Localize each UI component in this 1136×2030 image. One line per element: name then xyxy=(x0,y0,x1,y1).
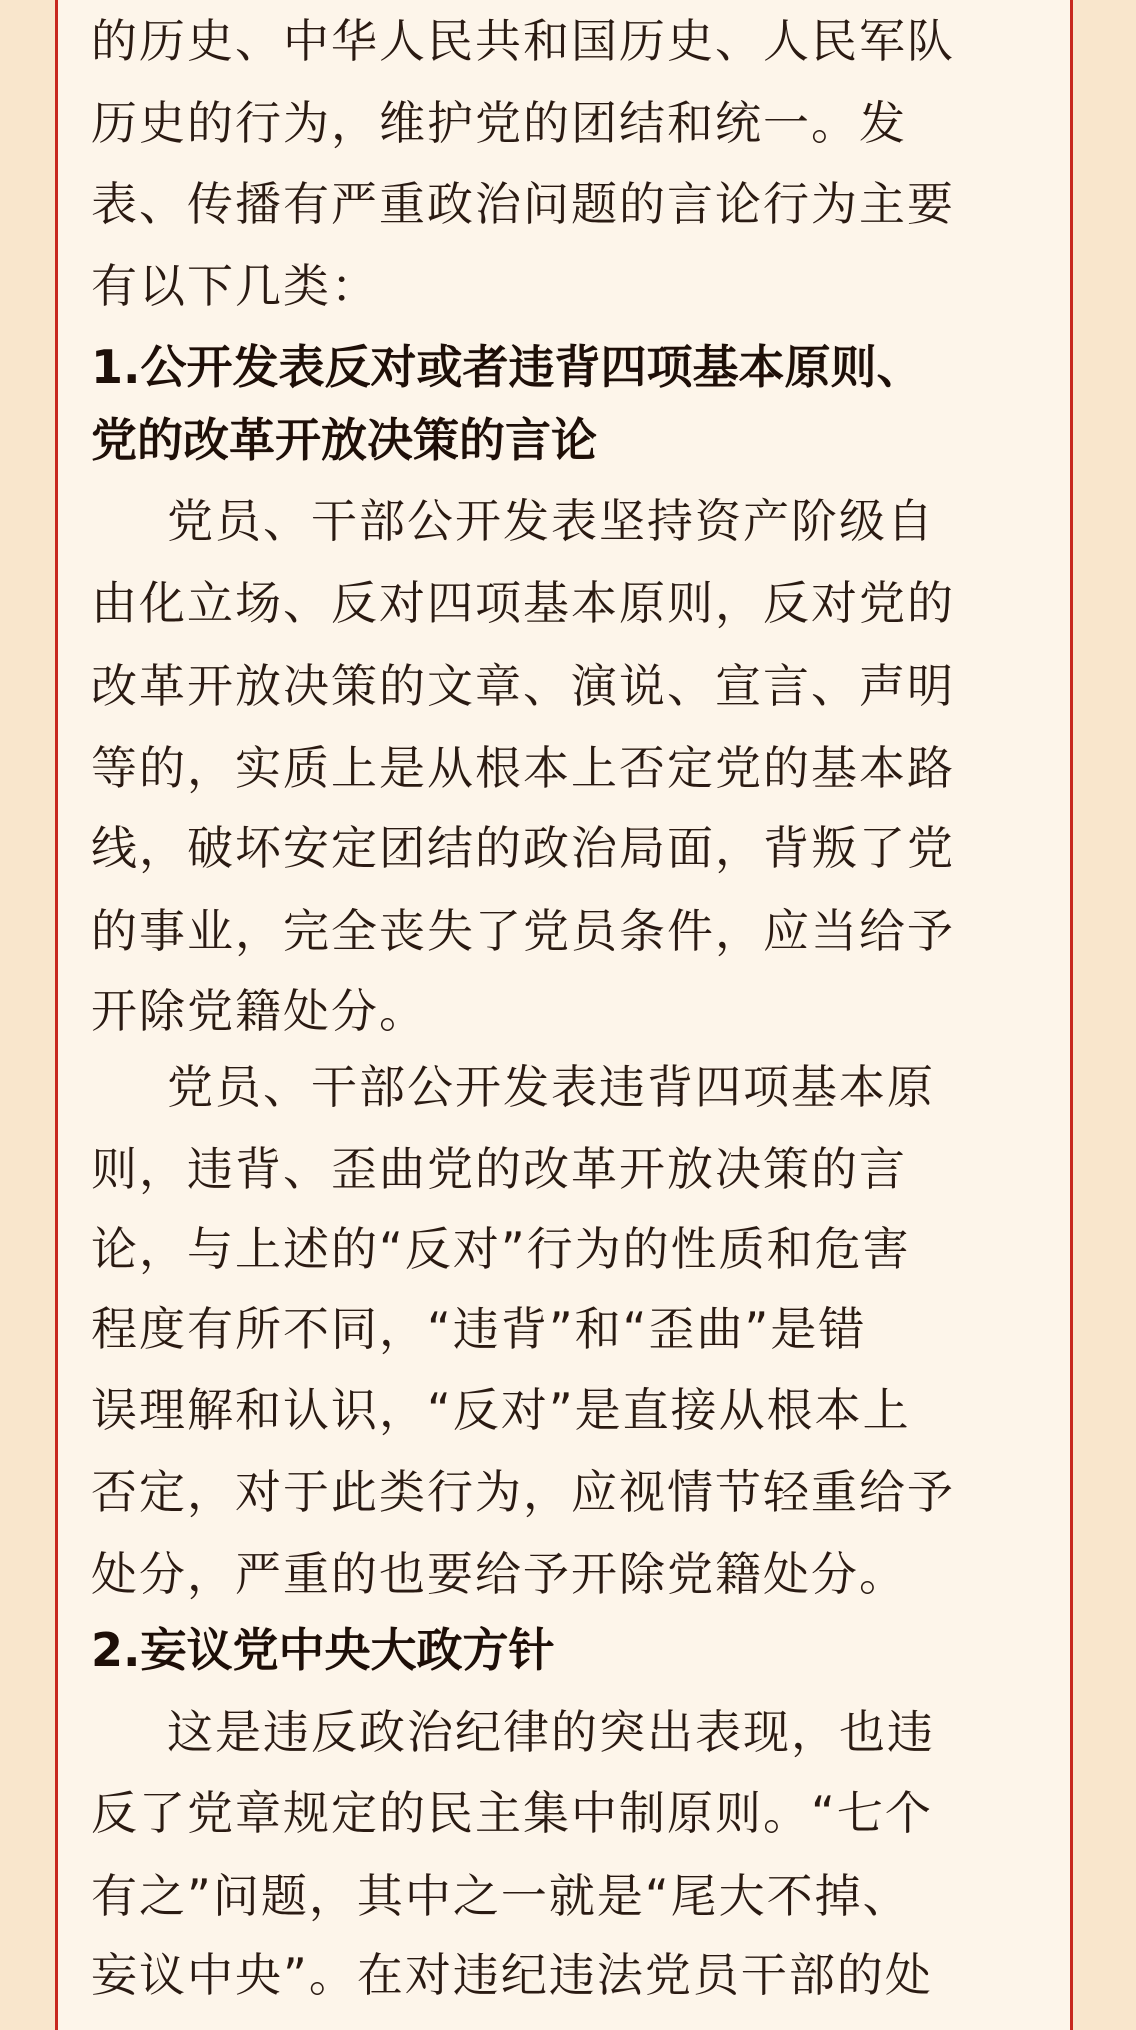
text-line: 的事业，完全丧失了党员条件，应当给予 xyxy=(91,904,955,958)
section-heading: 2.妄议党中央大政方针 xyxy=(91,1623,555,1677)
text-line: 这是违反政治纪律的突出表现，也违 xyxy=(167,1705,935,1759)
text-line: 处分，严重的也要给予开除党籍处分。 xyxy=(91,1547,907,1601)
text-line: 则，违背、歪曲党的改革开放决策的言 xyxy=(91,1142,907,1196)
text-line: 线，破坏安定团结的政治局面，背叛了党 xyxy=(91,821,955,875)
text-line: 开除党籍处分。 xyxy=(91,984,427,1038)
text-line: 党员、干部公开发表违背四项基本原 xyxy=(167,1060,935,1114)
text-line: 改革开放决策的文章、演说、宣言、声明 xyxy=(91,659,955,713)
text-line: 妄议中央”。在对违纪违法党员干部的处 xyxy=(91,1948,933,2002)
text-line: 表、传播有严重政治问题的言论行为主要 xyxy=(91,177,955,231)
text-line: 程度有所不同，“违背”和“歪曲”是错 xyxy=(91,1302,867,1356)
text-line: 有之”问题，其中之一就是“尾大不掉、 xyxy=(91,1869,911,1923)
text-line: 论，与上述的“反对”行为的性质和危害 xyxy=(91,1222,911,1276)
text-line: 由化立场、反对四项基本原则，反对党的 xyxy=(91,576,955,630)
text-line: 有以下几类： xyxy=(91,259,379,313)
text-line: 否定，对于此类行为，应视情节轻重给予 xyxy=(91,1465,955,1519)
text-line: 等的，实质上是从根本上否定党的基本路 xyxy=(91,741,955,795)
text-line: 误理解和认识，“反对”是直接从根本上 xyxy=(91,1383,911,1437)
section-heading: 党的改革开放决策的言论 xyxy=(91,413,597,467)
text-line: 反了党章规定的民主集中制原则。“七个 xyxy=(91,1786,933,1840)
text-line: 的历史、中华人民共和国历史、人民军队 xyxy=(91,14,955,68)
text-line: 党员、干部公开发表坚持资产阶级自 xyxy=(167,494,935,548)
section-heading: 1.公开发表反对或者违背四项基本原则、 xyxy=(91,340,923,394)
text-line: 历史的行为，维护党的团结和统一。发 xyxy=(91,96,907,150)
